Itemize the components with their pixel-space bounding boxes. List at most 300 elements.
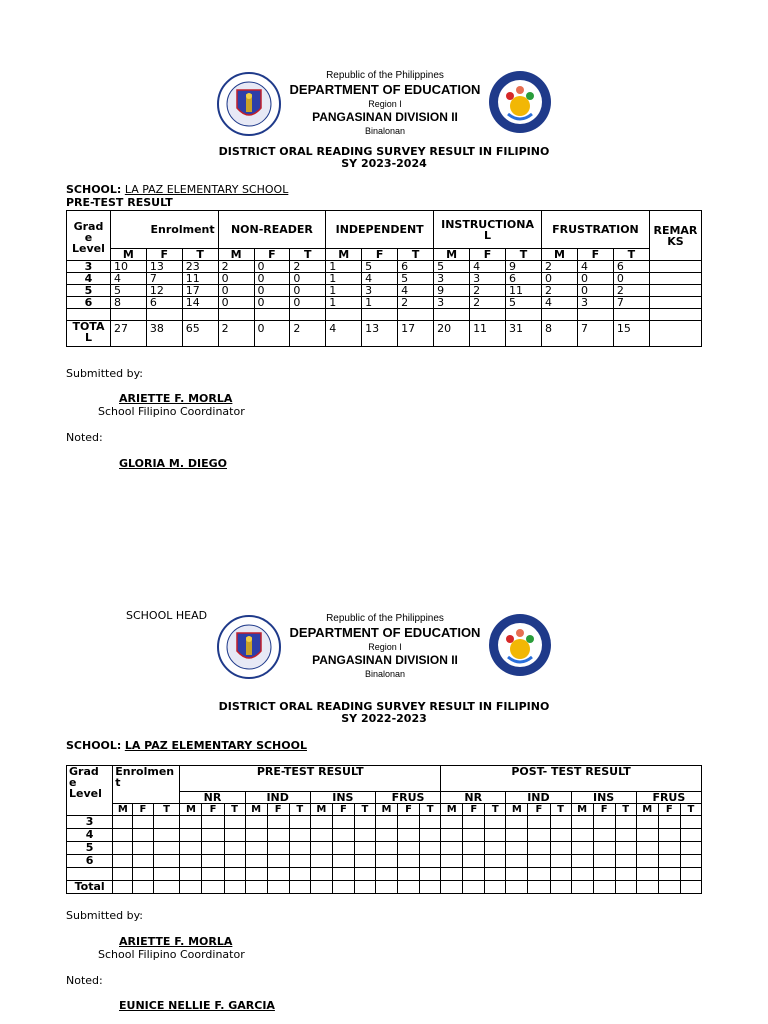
value-cell: 1: [362, 297, 398, 309]
value-cell: 14: [182, 297, 218, 309]
sub-f: F: [528, 804, 550, 816]
empty-cell: [375, 868, 397, 881]
header-independent: INDEPENDENT: [326, 211, 434, 249]
remarks-cell: [649, 285, 701, 297]
value-cell: 3: [362, 285, 398, 297]
empty-cell: [133, 842, 153, 855]
empty-cell: [485, 881, 506, 894]
total-cell: 38: [146, 321, 182, 347]
value-cell: 1: [326, 261, 362, 273]
header-enrolment: Enrolmen t: [113, 766, 180, 804]
empty-cell: [180, 855, 202, 868]
empty-cell: [593, 881, 615, 894]
sub-f: F: [146, 249, 182, 261]
noted-label: Noted:: [66, 431, 103, 444]
empty-cell: [133, 829, 153, 842]
value-cell: 2: [470, 285, 506, 297]
header-ind: IND: [245, 792, 310, 804]
header-ind: IND: [506, 792, 571, 804]
department-text: DEPARTMENT OF EDUCATION: [289, 82, 481, 97]
empty-cell: [441, 829, 463, 842]
sub-f: F: [398, 804, 420, 816]
empty-cell: [202, 842, 224, 855]
empty-cell: [202, 881, 224, 894]
sub-m: M: [542, 249, 578, 261]
total-cell: 2: [218, 321, 254, 347]
empty-cell: [528, 881, 550, 894]
empty-cell: [267, 816, 289, 829]
school-line: [66, 183, 288, 196]
empty-cell: [506, 868, 528, 881]
sub-f: F: [470, 249, 506, 261]
empty-cell: [636, 881, 658, 894]
value-cell: 13: [146, 261, 182, 273]
value-cell: 4: [398, 285, 434, 297]
empty-cell: [680, 842, 701, 855]
total-row: [67, 881, 702, 894]
empty-cell: [332, 868, 354, 881]
empty-cell: [658, 816, 680, 829]
school-head-name: EUNICE NELLIE F. GARCIA: [119, 999, 275, 1012]
header-frustration: FRUSTRATION: [542, 211, 650, 249]
empty-cell: [571, 881, 593, 894]
sub-t: T: [420, 804, 441, 816]
sub-m: M: [180, 804, 202, 816]
empty-cell: [550, 855, 571, 868]
sub-t: T: [615, 804, 636, 816]
empty-cell: [615, 816, 636, 829]
empty-cell: [571, 816, 593, 829]
value-cell: 0: [290, 285, 326, 297]
table-row: [67, 297, 702, 309]
header-ins: INS: [310, 792, 375, 804]
coordinator-name: ARIETTE F. MORLA: [119, 392, 233, 405]
sub-f: F: [362, 249, 398, 261]
empty-cell: [289, 855, 310, 868]
value-cell: 0: [290, 297, 326, 309]
empty-cell: [289, 829, 310, 842]
value-cell: 0: [218, 297, 254, 309]
value-cell: 1: [326, 273, 362, 285]
empty-cell: [571, 868, 593, 881]
header-posttest-result: POST- TEST RESULT: [441, 766, 702, 792]
blank-row: [67, 309, 702, 321]
sub-f: F: [658, 804, 680, 816]
empty-cell: [245, 855, 267, 868]
empty-cell: [310, 816, 332, 829]
town-text: Binalonan: [364, 126, 406, 136]
empty-cell: [146, 309, 182, 321]
empty-cell: [245, 829, 267, 842]
sub-m: M: [571, 804, 593, 816]
empty-cell: [528, 868, 550, 881]
header-ins: INS: [571, 792, 636, 804]
empty-cell: [441, 868, 463, 881]
grade-cell: 4: [67, 829, 113, 842]
empty-cell: [463, 881, 485, 894]
empty-cell: [267, 829, 289, 842]
empty-cell: [113, 868, 133, 881]
region-text: Region I: [368, 99, 402, 109]
empty-cell: [658, 829, 680, 842]
sub-f: F: [133, 804, 153, 816]
empty-cell: [571, 855, 593, 868]
total-cell: 4: [326, 321, 362, 347]
empty-cell: [528, 829, 550, 842]
sub-t: T: [224, 804, 245, 816]
empty-cell: [289, 816, 310, 829]
empty-cell: [202, 816, 224, 829]
empty-cell: [441, 855, 463, 868]
value-cell: 0: [218, 285, 254, 297]
header-nr: NR: [441, 792, 506, 804]
empty-cell: [375, 816, 397, 829]
sub-m: M: [245, 804, 267, 816]
grade-cell: 5: [67, 842, 113, 855]
empty-cell: [398, 855, 420, 868]
school-year: SY 2022-2023: [341, 712, 427, 725]
empty-cell: [332, 842, 354, 855]
division-text: PANGASINAN DIVISION II: [312, 110, 458, 124]
value-cell: 2: [542, 285, 578, 297]
value-cell: 4: [542, 297, 578, 309]
header-non-reader: NON-READER: [218, 211, 326, 249]
sub-m: M: [110, 249, 146, 261]
empty-cell: [332, 881, 354, 894]
empty-cell: [153, 855, 180, 868]
empty-cell: [290, 309, 326, 321]
survey-template-body: [67, 816, 702, 894]
empty-cell: [658, 842, 680, 855]
empty-cell: [485, 816, 506, 829]
total-row: [67, 321, 702, 347]
sub-t: T: [550, 804, 571, 816]
sub-t: T: [398, 249, 434, 261]
empty-cell: [420, 842, 441, 855]
empty-cell: [113, 842, 133, 855]
sub-t: T: [289, 804, 310, 816]
empty-cell: [441, 842, 463, 855]
empty-cell: [354, 829, 375, 842]
empty-cell: [636, 842, 658, 855]
empty-cell: [267, 842, 289, 855]
total-cell: 17: [398, 321, 434, 347]
empty-cell: [362, 309, 398, 321]
empty-cell: [485, 868, 506, 881]
noted-label: Noted:: [66, 974, 103, 987]
empty-cell: [133, 881, 153, 894]
empty-cell: [245, 816, 267, 829]
empty-cell: [113, 881, 133, 894]
empty-cell: [224, 829, 245, 842]
empty-cell: [463, 816, 485, 829]
value-cell: 0: [613, 273, 649, 285]
value-cell: 0: [254, 297, 290, 309]
value-cell: 7: [146, 273, 182, 285]
total-cell: 27: [110, 321, 146, 347]
value-cell: 3: [470, 273, 506, 285]
empty-cell: [636, 829, 658, 842]
sub-f: F: [463, 804, 485, 816]
empty-cell: [658, 868, 680, 881]
letterhead-1: [0, 68, 768, 148]
empty-cell: [463, 868, 485, 881]
school-name: LA PAZ ELEMENTARY SCHOOL: [124, 739, 307, 752]
empty-cell: [613, 309, 649, 321]
empty-cell: [202, 829, 224, 842]
value-cell: 7: [613, 297, 649, 309]
total-cell: 20: [434, 321, 470, 347]
department-text: DEPARTMENT OF EDUCATION: [289, 625, 481, 640]
submitted-by-label: Submitted by:: [66, 909, 143, 922]
empty-cell: [593, 829, 615, 842]
sub-f: F: [593, 804, 615, 816]
letterhead-text: [270, 70, 500, 137]
division-seal-icon: [488, 613, 552, 677]
table-row: [67, 842, 702, 855]
value-cell: 2: [218, 261, 254, 273]
empty-cell: [180, 842, 202, 855]
empty-cell: [571, 842, 593, 855]
empty-cell: [593, 868, 615, 881]
empty-cell: [375, 829, 397, 842]
letterhead-text: [270, 613, 500, 680]
empty-cell: [506, 816, 528, 829]
empty-cell: [310, 855, 332, 868]
value-cell: 0: [254, 285, 290, 297]
coordinator-title: School Filipino Coordinator: [98, 405, 245, 418]
empty-cell: [550, 868, 571, 881]
pretest-label: PRE-TEST RESULT: [66, 196, 173, 209]
empty-cell: [577, 309, 613, 321]
empty-cell: [680, 868, 701, 881]
value-cell: 4: [110, 273, 146, 285]
sub-header-row: [67, 804, 702, 816]
empty-cell: [636, 868, 658, 881]
header-remarks: REMAR KS: [649, 211, 701, 261]
empty-cell: [289, 868, 310, 881]
empty-cell: [506, 881, 528, 894]
empty-cell: [615, 868, 636, 881]
empty-cell: [326, 309, 362, 321]
coordinator-name: ARIETTE F. MORLA: [119, 935, 233, 948]
empty-cell: [528, 855, 550, 868]
value-cell: 6: [146, 297, 182, 309]
header-pretest-result: PRE-TEST RESULT: [180, 766, 441, 792]
empty-cell: [658, 881, 680, 894]
empty-cell: [375, 842, 397, 855]
empty-cell: [153, 868, 180, 881]
value-cell: 9: [506, 261, 542, 273]
remarks-cell: [649, 321, 701, 347]
empty-cell: [615, 881, 636, 894]
sub-m: M: [636, 804, 658, 816]
town-text: Binalonan: [364, 669, 406, 679]
total-cell: 13: [362, 321, 398, 347]
value-cell: 2: [290, 261, 326, 273]
empty-cell: [615, 855, 636, 868]
header-grade-level: Grad e Level: [67, 211, 111, 261]
sub-f: F: [332, 804, 354, 816]
value-cell: 0: [218, 273, 254, 285]
value-cell: 2: [542, 261, 578, 273]
empty-cell: [398, 842, 420, 855]
division-text: PANGASINAN DIVISION II: [312, 653, 458, 667]
empty-cell: [680, 881, 701, 894]
value-cell: 2: [613, 285, 649, 297]
empty-cell: [420, 881, 441, 894]
sub-m: M: [218, 249, 254, 261]
empty-cell: [218, 309, 254, 321]
total-cell: 65: [182, 321, 218, 347]
sub-t: T: [485, 804, 506, 816]
table-row: [67, 273, 702, 285]
empty-cell: [420, 829, 441, 842]
empty-cell: [267, 855, 289, 868]
value-cell: 0: [577, 273, 613, 285]
empty-cell: [615, 842, 636, 855]
value-cell: 11: [506, 285, 542, 297]
empty-cell: [485, 842, 506, 855]
empty-cell: [398, 309, 434, 321]
letterhead-2: [0, 611, 768, 691]
empty-cell: [434, 309, 470, 321]
empty-cell: [680, 829, 701, 842]
sub-m: M: [310, 804, 332, 816]
pretest-table: [66, 210, 702, 347]
division-seal-icon: [488, 70, 552, 134]
empty-cell: [332, 855, 354, 868]
total-cell: 2: [290, 321, 326, 347]
value-cell: 0: [290, 273, 326, 285]
survey-template-table: [66, 765, 702, 894]
grade-cell: 5: [67, 285, 111, 297]
empty-cell: [110, 309, 146, 321]
empty-cell: [182, 309, 218, 321]
sub-f: F: [202, 804, 224, 816]
value-cell: 11: [182, 273, 218, 285]
empty-cell: [245, 881, 267, 894]
empty-cell: [254, 309, 290, 321]
school-head-title: SCHOOL HEAD: [126, 609, 208, 622]
empty-cell: [375, 855, 397, 868]
report-title: DISTRICT ORAL READING SURVEY RESULT IN FILIPINO: [218, 700, 550, 713]
total-cell: 15: [613, 321, 649, 347]
value-cell: 12: [146, 285, 182, 297]
empty-cell: [310, 829, 332, 842]
empty-cell: [180, 829, 202, 842]
pretest-table-body: [67, 261, 702, 347]
total-cell: 31: [506, 321, 542, 347]
empty-cell: [593, 842, 615, 855]
empty-cell: [354, 816, 375, 829]
empty-cell: [180, 868, 202, 881]
grade-cell: 3: [67, 816, 113, 829]
header-frus: FRUS: [375, 792, 440, 804]
value-cell: 6: [613, 261, 649, 273]
table-row: [67, 868, 702, 881]
republic-text: Republic of the Philippines: [326, 70, 444, 81]
empty-cell: [463, 829, 485, 842]
value-cell: 1: [326, 297, 362, 309]
empty-cell: [506, 829, 528, 842]
sub-t: T: [290, 249, 326, 261]
table-row: [67, 829, 702, 842]
empty-cell: [593, 816, 615, 829]
value-cell: 17: [182, 285, 218, 297]
empty-cell: [113, 855, 133, 868]
empty-cell: [398, 881, 420, 894]
remarks-cell: [649, 297, 701, 309]
empty-cell: [593, 855, 615, 868]
empty-cell: [354, 842, 375, 855]
empty-cell: [528, 842, 550, 855]
empty-cell: [245, 868, 267, 881]
empty-cell: [354, 868, 375, 881]
total-cell: 8: [542, 321, 578, 347]
empty-cell: [470, 309, 506, 321]
empty-cell: [202, 855, 224, 868]
sub-m: M: [326, 249, 362, 261]
empty-cell: [224, 868, 245, 881]
value-cell: 2: [398, 297, 434, 309]
empty-cell: [615, 829, 636, 842]
report-title: DISTRICT ORAL READING SURVEY RESULT IN FILIPINO: [218, 145, 550, 158]
sub-m: M: [506, 804, 528, 816]
empty-cell: [441, 881, 463, 894]
value-cell: 4: [577, 261, 613, 273]
value-cell: 0: [542, 273, 578, 285]
empty-cell: [113, 816, 133, 829]
empty-cell: [542, 309, 578, 321]
empty-cell: [224, 855, 245, 868]
value-cell: 5: [398, 273, 434, 285]
sub-t: T: [182, 249, 218, 261]
table-row: [67, 816, 702, 829]
empty-cell: [354, 855, 375, 868]
empty-cell: [550, 881, 571, 894]
total-cell: 7: [577, 321, 613, 347]
value-cell: 0: [577, 285, 613, 297]
school-head-name: GLORIA M. DIEGO: [119, 457, 227, 470]
empty-cell: [180, 881, 202, 894]
empty-cell: [463, 855, 485, 868]
value-cell: 6: [506, 273, 542, 285]
value-cell: 6: [398, 261, 434, 273]
republic-text: Republic of the Philippines: [326, 613, 444, 624]
header-nr: NR: [180, 792, 245, 804]
grade-cell: 6: [67, 297, 111, 309]
empty-cell: [420, 855, 441, 868]
sub-m: M: [113, 804, 133, 816]
value-cell: 0: [254, 261, 290, 273]
header-instructional: INSTRUCTIONA L: [434, 211, 542, 249]
empty-cell: [398, 868, 420, 881]
sub-t: T: [354, 804, 375, 816]
empty-cell: [310, 842, 332, 855]
total-label: TOTA L: [67, 321, 111, 347]
empty-cell: [133, 855, 153, 868]
empty-cell: [245, 842, 267, 855]
empty-cell: [550, 842, 571, 855]
empty-cell: [680, 816, 701, 829]
school-name: LA PAZ ELEMENTARY SCHOOL: [124, 183, 289, 196]
empty-cell: [153, 842, 180, 855]
empty-cell: [289, 881, 310, 894]
empty-cell: [441, 816, 463, 829]
value-cell: 4: [362, 273, 398, 285]
sub-f: F: [254, 249, 290, 261]
